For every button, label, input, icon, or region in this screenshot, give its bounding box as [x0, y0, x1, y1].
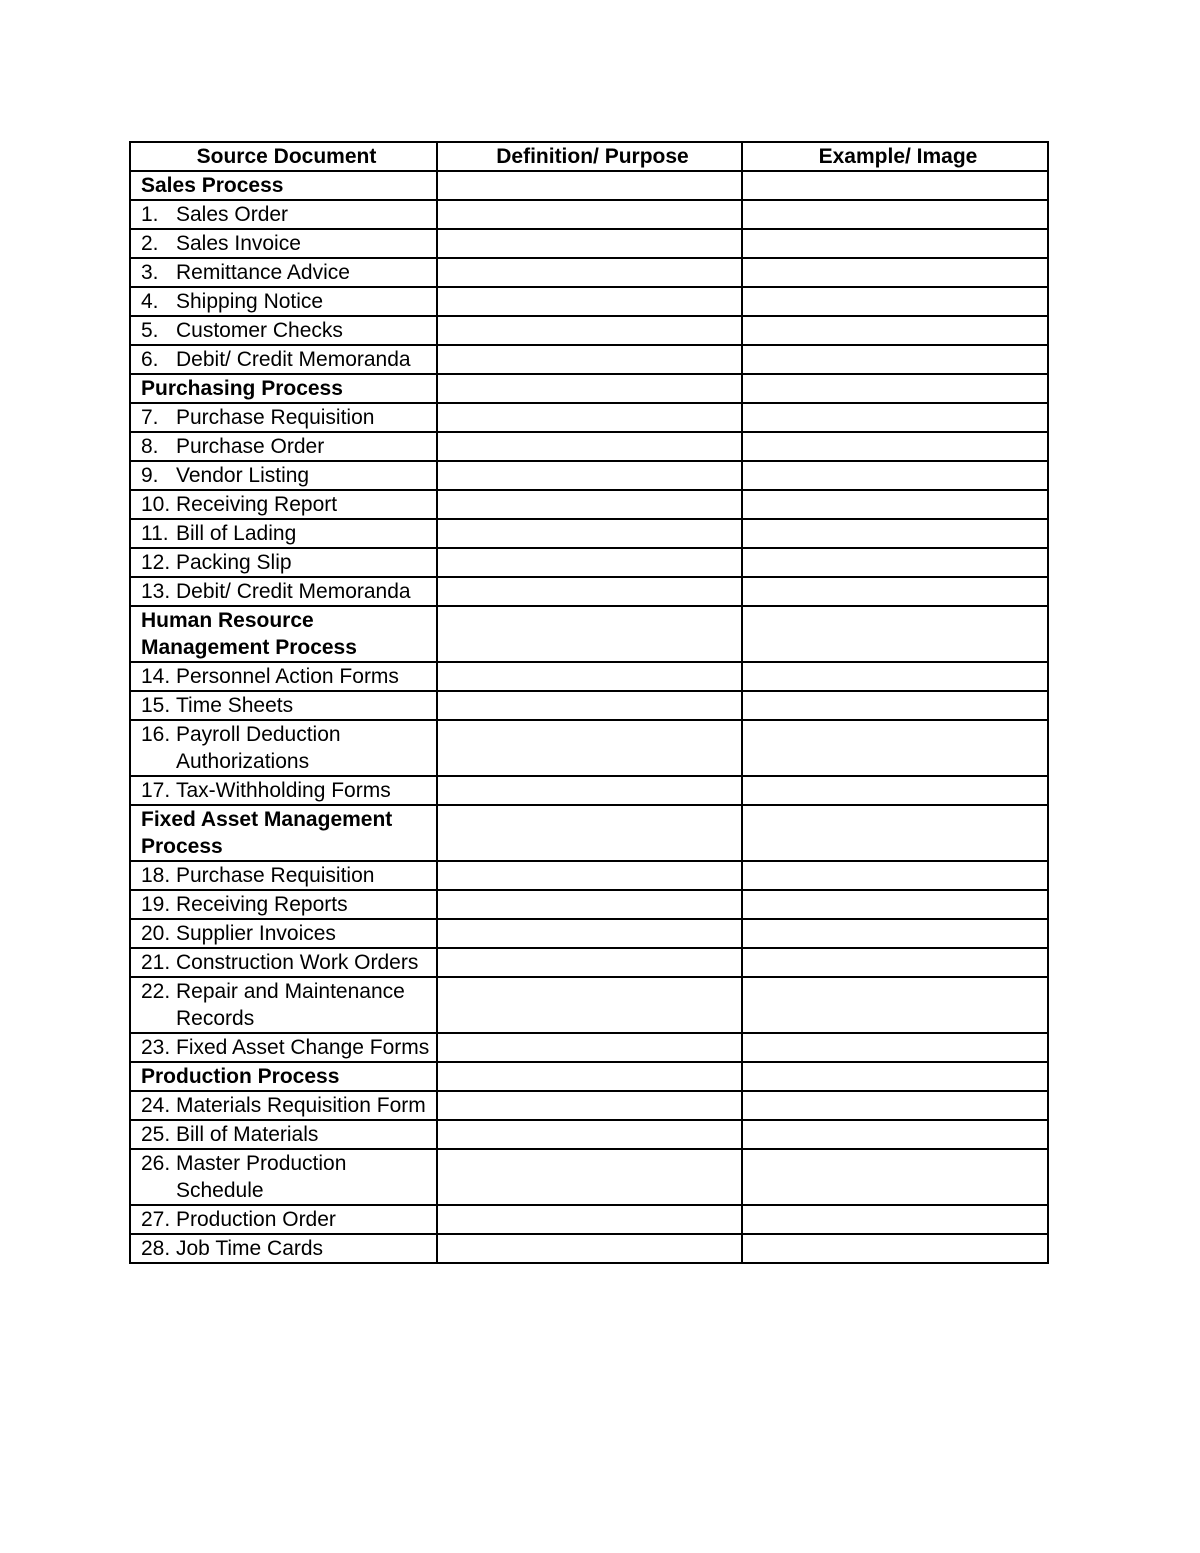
- list-item: [141, 721, 432, 775]
- definition-purpose-cell: [437, 1120, 742, 1149]
- section-title: Fixed Asset Management Process: [130, 805, 437, 861]
- example-image-cell: [742, 691, 1048, 720]
- definition-purpose-cell: [437, 805, 742, 861]
- definition-purpose-cell: [437, 861, 742, 890]
- list-item: [141, 978, 432, 1032]
- source-document-cell: [130, 432, 437, 461]
- item-number: 22.: [141, 980, 171, 1003]
- list-item: [141, 259, 432, 286]
- section-row: [130, 374, 1048, 403]
- source-document-cell: [130, 229, 437, 258]
- table-body: [130, 171, 1048, 1263]
- item-label: Payroll Deduction Authorizations: [176, 723, 341, 773]
- source-document-cell: [130, 1234, 437, 1263]
- table-row: [130, 519, 1048, 548]
- item-label: Production Order: [176, 1208, 336, 1231]
- item-number: 2.: [141, 232, 159, 255]
- example-image-cell: [742, 461, 1048, 490]
- list-item: [141, 949, 432, 976]
- item-label: Sales Order: [176, 203, 289, 226]
- definition-purpose-cell: [437, 977, 742, 1033]
- definition-purpose-cell: [437, 229, 742, 258]
- list-item: [141, 346, 432, 373]
- item-number: 23.: [141, 1036, 171, 1059]
- list-item: [141, 663, 432, 690]
- example-image-cell: [742, 490, 1048, 519]
- example-image-cell: [742, 977, 1048, 1033]
- item-number: 27.: [141, 1208, 171, 1231]
- definition-purpose-cell: [437, 948, 742, 977]
- list-item: [141, 288, 432, 315]
- definition-purpose-cell: [437, 720, 742, 776]
- list-item: [141, 462, 432, 489]
- source-document-cell: [130, 662, 437, 691]
- list-item: [141, 230, 432, 257]
- example-image-cell: [742, 1062, 1048, 1091]
- table-row: [130, 345, 1048, 374]
- item-label: Purchase Order: [176, 435, 325, 458]
- example-image-cell: [742, 432, 1048, 461]
- table-row: [130, 662, 1048, 691]
- source-document-cell: [130, 519, 437, 548]
- section-title: Human Resource Management Process: [130, 606, 437, 662]
- example-image-cell: [742, 1149, 1048, 1205]
- section-title: Purchasing Process: [130, 374, 437, 403]
- item-label: Bill of Materials: [176, 1123, 319, 1146]
- item-number: 10.: [141, 493, 171, 516]
- definition-purpose-cell: [437, 662, 742, 691]
- example-image-cell: [742, 890, 1048, 919]
- list-item: [141, 1235, 432, 1262]
- example-image-cell: [742, 1033, 1048, 1062]
- section-title: Sales Process: [130, 171, 437, 200]
- table-row: [130, 1120, 1048, 1149]
- item-label: Job Time Cards: [176, 1237, 324, 1260]
- section-row: [130, 606, 1048, 662]
- definition-purpose-cell: [437, 1091, 742, 1120]
- example-image-cell: [742, 948, 1048, 977]
- definition-purpose-cell: [437, 258, 742, 287]
- item-label: Tax-Withholding Forms: [176, 779, 391, 802]
- list-item: [141, 1034, 432, 1061]
- definition-purpose-cell: [437, 374, 742, 403]
- table-row: [130, 948, 1048, 977]
- item-label: Purchase Requisition: [176, 406, 375, 429]
- definition-purpose-cell: [437, 1033, 742, 1062]
- table-row: [130, 461, 1048, 490]
- definition-purpose-cell: [437, 691, 742, 720]
- source-document-cell: [130, 776, 437, 805]
- source-document-cell: [130, 287, 437, 316]
- table-row: [130, 1205, 1048, 1234]
- item-label: Debit/ Credit Memoranda: [176, 348, 411, 371]
- source-document-cell: [130, 403, 437, 432]
- item-number: 3.: [141, 261, 159, 284]
- list-item: [141, 920, 432, 947]
- item-number: 24.: [141, 1094, 171, 1117]
- example-image-cell: [742, 606, 1048, 662]
- item-number: 5.: [141, 319, 159, 342]
- example-image-cell: [742, 403, 1048, 432]
- table-row: [130, 577, 1048, 606]
- list-item: [141, 520, 432, 547]
- list-item: [141, 201, 432, 228]
- item-number: 4.: [141, 290, 159, 313]
- list-item: [141, 777, 432, 804]
- table-row: [130, 258, 1048, 287]
- source-document-cell: [130, 1033, 437, 1062]
- table-row: [130, 1149, 1048, 1205]
- example-image-cell: [742, 258, 1048, 287]
- definition-purpose-cell: [437, 171, 742, 200]
- source-document-cell: [130, 490, 437, 519]
- item-label: Materials Requisition Form: [176, 1094, 426, 1117]
- table-row: [130, 403, 1048, 432]
- definition-purpose-cell: [437, 1149, 742, 1205]
- list-item: [141, 578, 432, 605]
- example-image-cell: [742, 1234, 1048, 1263]
- definition-purpose-cell: [437, 200, 742, 229]
- definition-purpose-cell: [437, 1062, 742, 1091]
- table-row: [130, 490, 1048, 519]
- item-label: Bill of Lading: [176, 522, 297, 545]
- definition-purpose-cell: [437, 776, 742, 805]
- item-number: 6.: [141, 348, 159, 371]
- item-number: 18.: [141, 864, 171, 887]
- section-row: [130, 171, 1048, 200]
- item-number: 17.: [141, 779, 171, 802]
- table-row: [130, 1234, 1048, 1263]
- section-title: Production Process: [130, 1062, 437, 1091]
- source-document-cell: [130, 948, 437, 977]
- table-row: [130, 977, 1048, 1033]
- list-item: [141, 692, 432, 719]
- item-number: 15.: [141, 694, 171, 717]
- list-item: [141, 1092, 432, 1119]
- item-number: 11.: [141, 522, 169, 545]
- definition-purpose-cell: [437, 577, 742, 606]
- item-label: Vendor Listing: [176, 464, 310, 487]
- table-row: [130, 287, 1048, 316]
- table-row: [130, 229, 1048, 258]
- example-image-cell: [742, 805, 1048, 861]
- table-row: [130, 691, 1048, 720]
- definition-purpose-cell: [437, 316, 742, 345]
- section-row: [130, 805, 1048, 861]
- column-header-source-document: Source Document: [130, 142, 437, 171]
- table-row: [130, 432, 1048, 461]
- item-label: Receiving Report: [176, 493, 338, 516]
- table-row: [130, 1091, 1048, 1120]
- item-label: Packing Slip: [176, 551, 292, 574]
- example-image-cell: [742, 345, 1048, 374]
- definition-purpose-cell: [437, 606, 742, 662]
- source-document-cell: [130, 316, 437, 345]
- source-document-cell: [130, 861, 437, 890]
- item-label: Personnel Action Forms: [176, 665, 399, 688]
- definition-purpose-cell: [437, 432, 742, 461]
- item-label: Time Sheets: [176, 694, 294, 717]
- item-number: 7.: [141, 406, 159, 429]
- item-label: Master Production Schedule: [176, 1152, 347, 1202]
- definition-purpose-cell: [437, 1205, 742, 1234]
- item-number: 16.: [141, 723, 171, 746]
- definition-purpose-cell: [437, 345, 742, 374]
- item-label: Debit/ Credit Memoranda: [176, 580, 411, 603]
- example-image-cell: [742, 316, 1048, 345]
- source-document-cell: [130, 200, 437, 229]
- example-image-cell: [742, 1120, 1048, 1149]
- item-number: 26.: [141, 1152, 171, 1175]
- example-image-cell: [742, 519, 1048, 548]
- source-document-cell: [130, 1205, 437, 1234]
- item-number: 25.: [141, 1123, 171, 1146]
- item-label: Construction Work Orders: [176, 951, 419, 974]
- source-document-cell: [130, 258, 437, 287]
- source-document-cell: [130, 691, 437, 720]
- list-item: [141, 1121, 432, 1148]
- definition-purpose-cell: [437, 287, 742, 316]
- source-document-cell: [130, 1091, 437, 1120]
- definition-purpose-cell: [437, 919, 742, 948]
- source-document-cell: [130, 345, 437, 374]
- source-document-cell: [130, 461, 437, 490]
- source-document-cell: [130, 1120, 437, 1149]
- list-item: [141, 1150, 432, 1204]
- list-item: [141, 549, 432, 576]
- example-image-cell: [742, 229, 1048, 258]
- table-row: [130, 776, 1048, 805]
- column-header-definition-purpose: Definition/ Purpose: [437, 142, 742, 171]
- item-number: 1.: [141, 203, 159, 226]
- source-document-cell: [130, 548, 437, 577]
- table-row: [130, 720, 1048, 776]
- source-document-cell: [130, 919, 437, 948]
- definition-purpose-cell: [437, 403, 742, 432]
- item-label: Receiving Reports: [176, 893, 348, 916]
- example-image-cell: [742, 374, 1048, 403]
- item-number: 12.: [141, 551, 171, 574]
- list-item: [141, 891, 432, 918]
- item-number: 28.: [141, 1237, 171, 1260]
- example-image-cell: [742, 577, 1048, 606]
- item-number: 19.: [141, 893, 171, 916]
- table-header-row: [130, 142, 1048, 171]
- source-document-cell: [130, 890, 437, 919]
- list-item: [141, 862, 432, 889]
- list-item: [141, 1206, 432, 1233]
- example-image-cell: [742, 287, 1048, 316]
- definition-purpose-cell: [437, 548, 742, 577]
- item-label: Customer Checks: [176, 319, 343, 342]
- item-number: 8.: [141, 435, 159, 458]
- item-number: 9.: [141, 464, 159, 487]
- column-header-example-image: Example/ Image: [742, 142, 1048, 171]
- item-label: Purchase Requisition: [176, 864, 375, 887]
- definition-purpose-cell: [437, 519, 742, 548]
- item-label: Fixed Asset Change Forms: [176, 1036, 430, 1059]
- definition-purpose-cell: [437, 1234, 742, 1263]
- table-row: [130, 200, 1048, 229]
- example-image-cell: [742, 548, 1048, 577]
- example-image-cell: [742, 1091, 1048, 1120]
- example-image-cell: [742, 200, 1048, 229]
- source-document-cell: [130, 720, 437, 776]
- item-label: Shipping Notice: [176, 290, 324, 313]
- definition-purpose-cell: [437, 461, 742, 490]
- definition-purpose-cell: [437, 490, 742, 519]
- source-document-cell: [130, 1149, 437, 1205]
- table-row: [130, 316, 1048, 345]
- example-image-cell: [742, 662, 1048, 691]
- list-item: [141, 317, 432, 344]
- section-row: [130, 1062, 1048, 1091]
- table-row: [130, 919, 1048, 948]
- item-label: Remittance Advice: [176, 261, 350, 284]
- source-document-table: [129, 141, 1049, 1264]
- item-number: 20.: [141, 922, 171, 945]
- table-row: [130, 1033, 1048, 1062]
- example-image-cell: [742, 776, 1048, 805]
- list-item: [141, 491, 432, 518]
- definition-purpose-cell: [437, 890, 742, 919]
- item-number: 14.: [141, 665, 171, 688]
- example-image-cell: [742, 720, 1048, 776]
- table-row: [130, 861, 1048, 890]
- table-row: [130, 548, 1048, 577]
- list-item: [141, 404, 432, 431]
- item-number: 13.: [141, 580, 171, 603]
- example-image-cell: [742, 171, 1048, 200]
- example-image-cell: [742, 1205, 1048, 1234]
- item-number: 21.: [141, 951, 171, 974]
- item-label: Supplier Invoices: [176, 922, 336, 945]
- item-label: Sales Invoice: [176, 232, 301, 255]
- source-document-cell: [130, 577, 437, 606]
- list-item: [141, 433, 432, 460]
- source-document-cell: [130, 977, 437, 1033]
- table-row: [130, 890, 1048, 919]
- example-image-cell: [742, 861, 1048, 890]
- item-label: Repair and Maintenance Records: [176, 980, 405, 1030]
- example-image-cell: [742, 919, 1048, 948]
